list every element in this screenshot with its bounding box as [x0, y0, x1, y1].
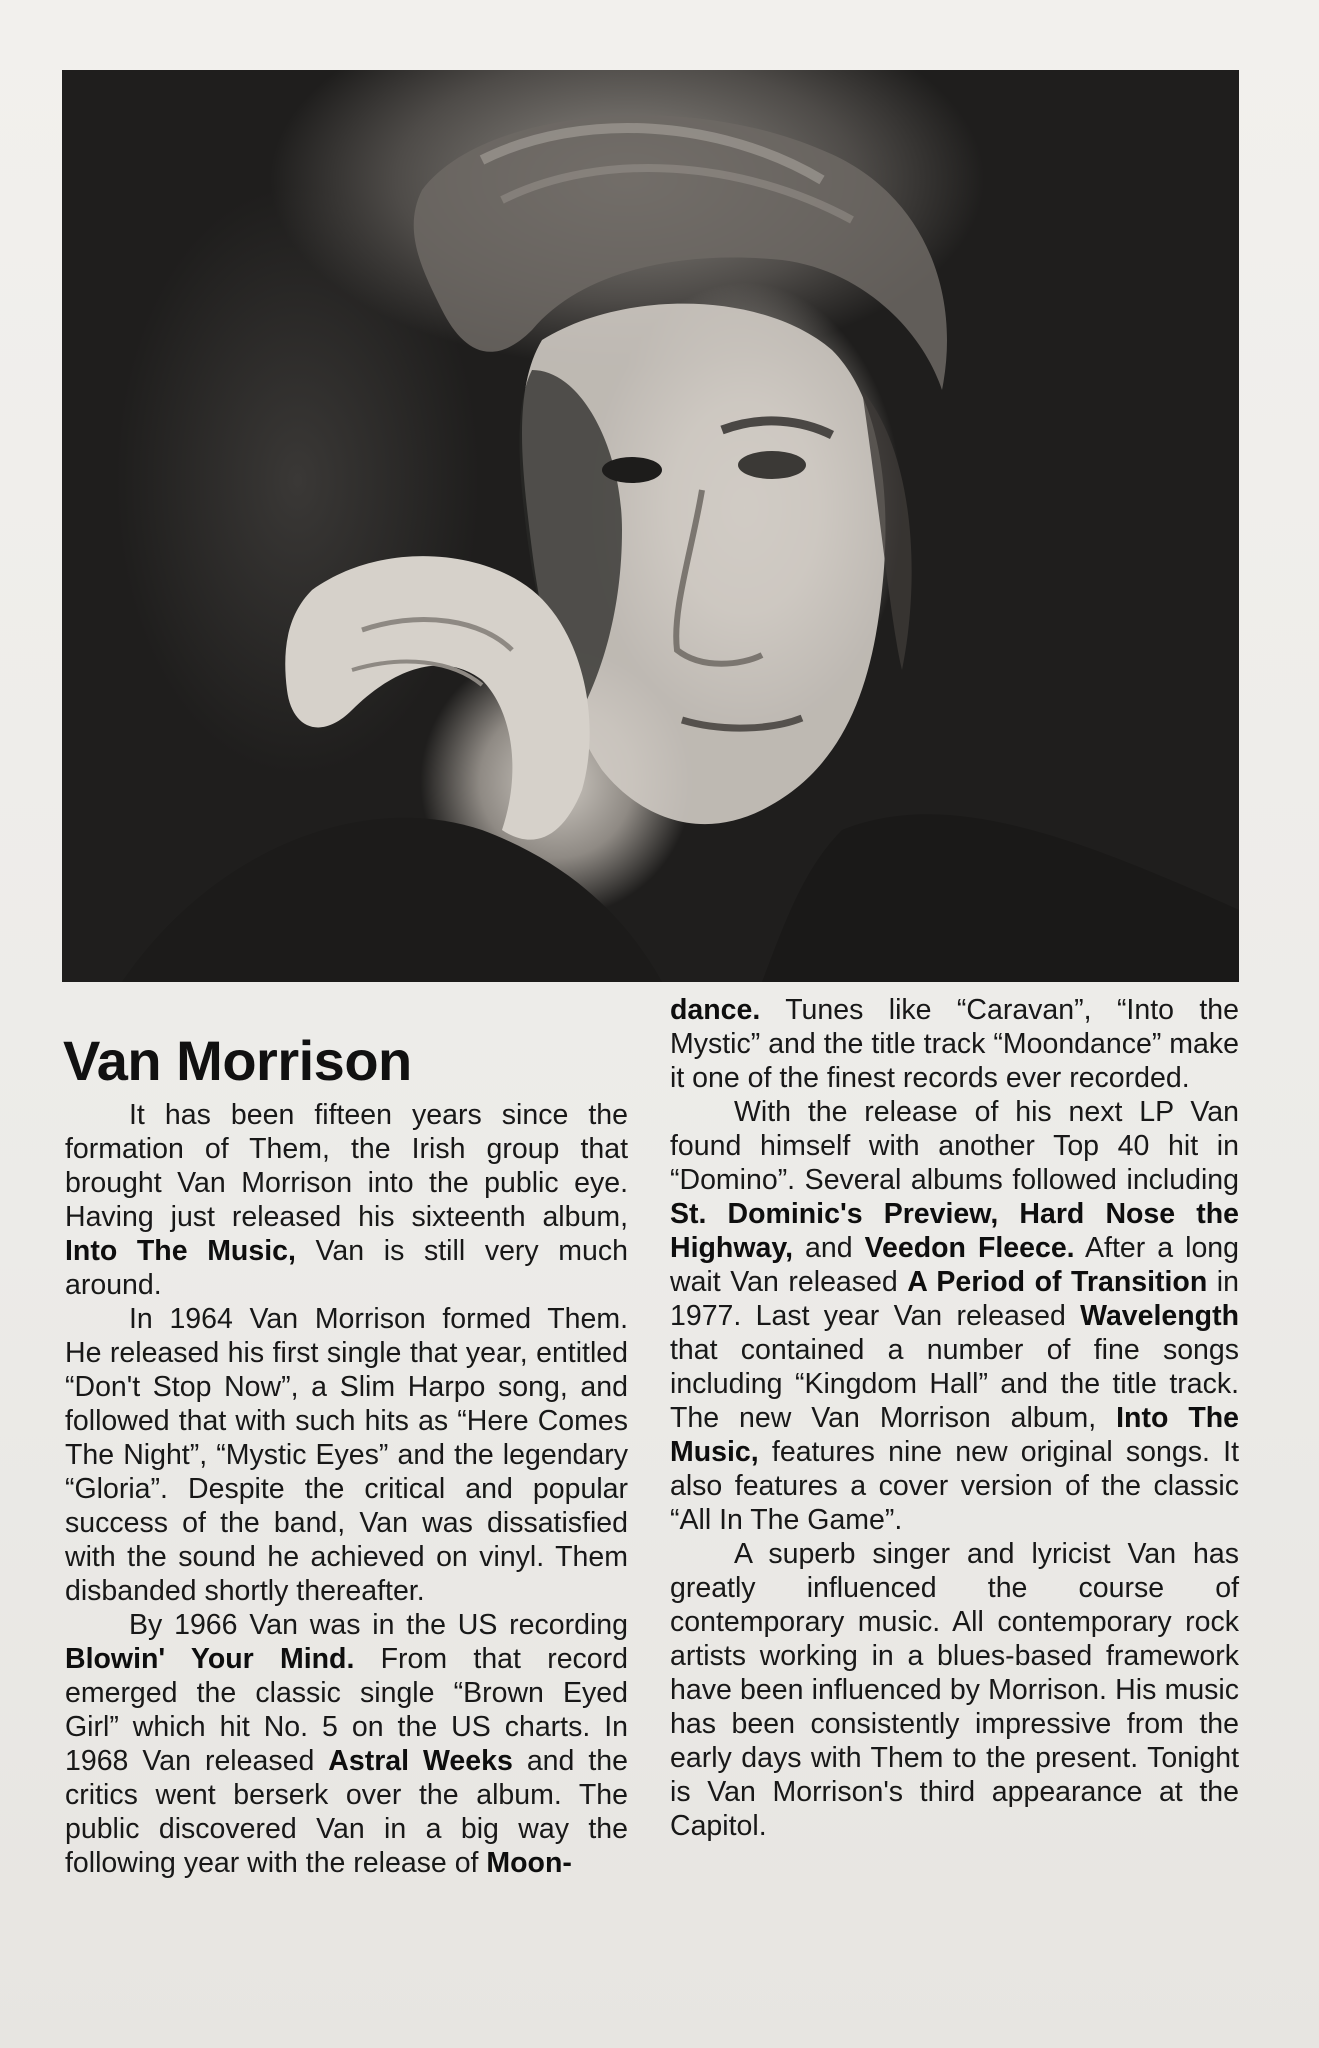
album-title: Moon-	[486, 1847, 572, 1879]
portrait-photo	[62, 70, 1239, 982]
album-title: A Period of Transition	[907, 1266, 1208, 1298]
paragraph-2: In 1964 Van Morrison formed Them. He released his first single that year, entitled “Don't Stop Now”, a Slim Harpo song, and followed that with such hits as “Here Comes The Night”, “Mystic Eyes” and the legendary “Gloria”. Despite the critical and popular success of the band, Van was dissatisfied with the sound he achieved on vinyl. Them disbanded shortly thereafter.	[65, 1303, 628, 1607]
album-title: Into The Music,	[65, 1235, 296, 1267]
album-title: Blowin' Your Mind.	[65, 1643, 355, 1675]
text: Van is still very much around.	[65, 1235, 629, 1301]
paragraph-1	[65, 1098, 628, 1302]
left-column	[65, 1098, 628, 1880]
album-title: dance.	[670, 994, 761, 1026]
text: and	[793, 1232, 865, 1264]
paragraph-6: A superb singer and lyricist Van has greatly influenced the course of contemporary music. All contemporary rock artists working in a blues-based framework have been influenced by Morrison. His music has been consistently impressive from the early days with Them to the present. Tonight is Van Morrison's third appearance at the Capitol.	[670, 1538, 1239, 1842]
text: It has been fifteen years since the formation of Them, the Irish group that brought Van Morrison into the public eye. Having just released his sixteenth album,	[65, 1099, 628, 1233]
text: With the release of his next LP Van found himself with another Top 40 hit in “Domino”. Several albums followed including	[670, 1096, 1239, 1196]
text: After a long wait Van released	[670, 1232, 1239, 1298]
text: and the critics went berserk over the album. The public discovered Van in a big way the following year with the release of	[65, 1745, 628, 1879]
album-title: Veedon Fleece.	[864, 1232, 1075, 1264]
album-title: St. Dominic's Preview, Hard Nose the Highway,	[670, 1198, 1239, 1264]
text: Tunes like “Caravan”, “Into the Mystic” and the title track “Moondance” make it one of the finest records ever recorded.	[670, 994, 1239, 1094]
paragraph-5	[670, 1095, 1239, 1537]
right-column	[670, 993, 1239, 1843]
text: features nine new original songs. It also features a cover version of the classic “All In The Game”.	[670, 1436, 1239, 1536]
text: By 1966 Van was in the US recording	[129, 1609, 628, 1641]
paragraph-3	[65, 1608, 628, 1880]
album-title: Wavelength	[1080, 1300, 1239, 1332]
text: From that record emerged the classic single “Brown Eyed Girl” which hit No. 5 on the US charts. In 1968 Van released	[65, 1643, 628, 1777]
text: in 1977. Last year Van released	[670, 1266, 1239, 1332]
album-title: Into The Music,	[670, 1402, 1239, 1468]
paragraph-4	[670, 993, 1239, 1095]
album-title: Astral Weeks	[328, 1745, 513, 1777]
text: that contained a number of fine songs including “Kingdom Hall” and the title track. The new Van Morrison album,	[670, 1334, 1239, 1434]
article-title: Van Morrison	[63, 1029, 412, 1092]
portrait-illustration	[62, 70, 1239, 982]
